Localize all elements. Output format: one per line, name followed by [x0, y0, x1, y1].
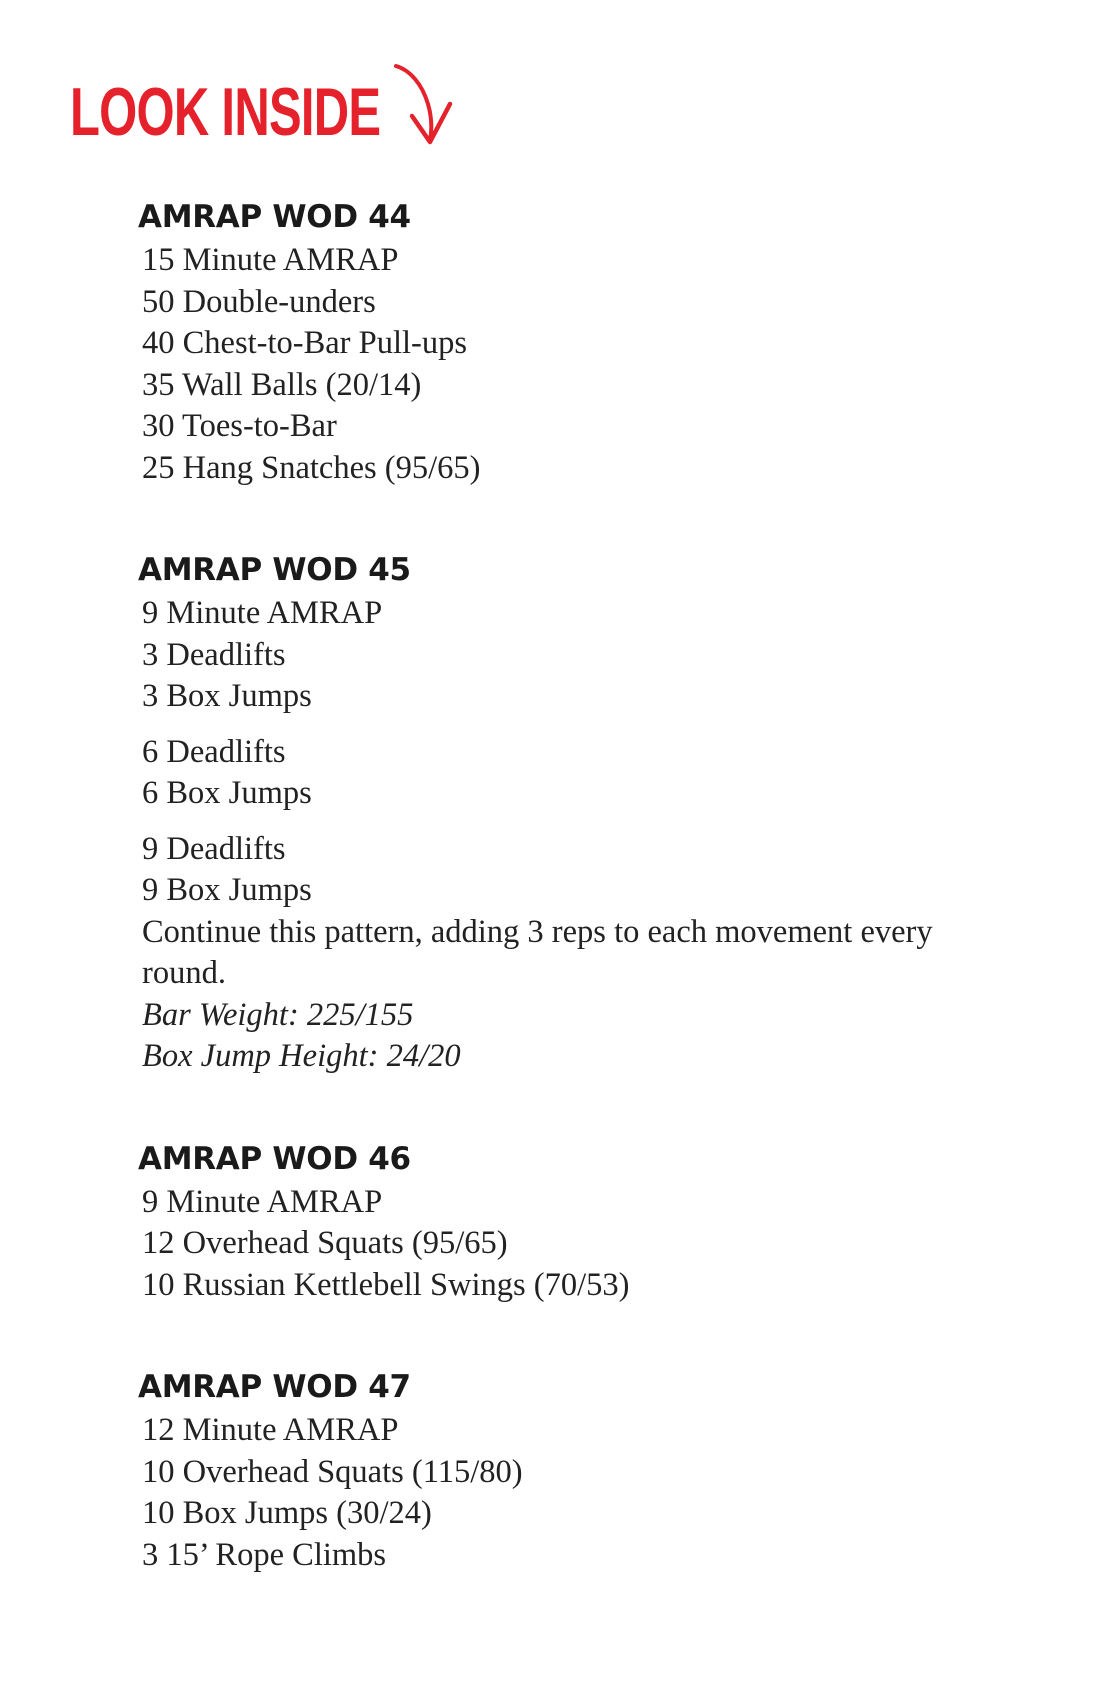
wod-line: 35 Wall Balls (20/14) — [142, 366, 422, 403]
wod-line: 10 Russian Kettlebell Swings (70/53) — [142, 1266, 630, 1303]
wod-line: 30 Toes-to-Bar — [142, 408, 337, 444]
wod-line-italic: Bar Weight: 225/155 — [142, 996, 414, 1033]
wod-line: 12 Overhead Squats (95/65) — [142, 1225, 508, 1261]
wod-line: 3 15’ Rope Climbs — [142, 1536, 387, 1573]
wod-title: AMRAP WOD 47 — [138, 1369, 411, 1405]
arrow-down-icon — [388, 60, 458, 150]
wod-list — [138, 196, 1022, 1636]
wod-line: 9 Deadlifts — [142, 830, 286, 867]
wod-title: AMRAP WOD 45 — [138, 552, 411, 588]
banner-title: LOOK INSIDE — [70, 74, 381, 150]
wod-section-47 — [138, 1366, 1022, 1576]
wod-line: 50 Double-unders — [142, 283, 376, 320]
wod-line: 10 Box Jumps (30/24) — [142, 1495, 432, 1531]
wod-section-46 — [138, 1138, 1022, 1307]
look-inside-banner — [70, 70, 501, 150]
wod-title: AMRAP WOD 46 — [138, 1140, 411, 1177]
wod-line: 40 Chest-to-Bar Pull-ups — [142, 325, 467, 361]
wod-line-italic: Box Jump Height: 24/20 — [142, 1038, 461, 1074]
wod-line: 15 Minute AMRAP — [142, 242, 399, 278]
wod-line: 12 Minute AMRAP — [142, 1412, 399, 1448]
wod-line: 9 Minute AMRAP — [142, 595, 383, 631]
wod-title: AMRAP WOD 44 — [138, 199, 411, 235]
wod-line: 3 Deadlifts — [142, 636, 286, 673]
wod-line: 6 Box Jumps — [142, 775, 312, 811]
wod-line: 9 Box Jumps — [142, 872, 312, 908]
wod-line: 3 Box Jumps — [142, 678, 312, 714]
wod-line: Continue this pattern, adding 3 reps to each movement every round. — [142, 913, 933, 991]
wod-section-45 — [138, 549, 1022, 1078]
wod-line: 10 Overhead Squats (115/80) — [142, 1453, 523, 1490]
wod-line: 6 Deadlifts — [142, 733, 286, 770]
wod-line: 25 Hang Snatches (95/65) — [142, 449, 481, 486]
wod-line: 9 Minute AMRAP — [142, 1183, 383, 1220]
wod-section-44 — [138, 196, 1022, 489]
